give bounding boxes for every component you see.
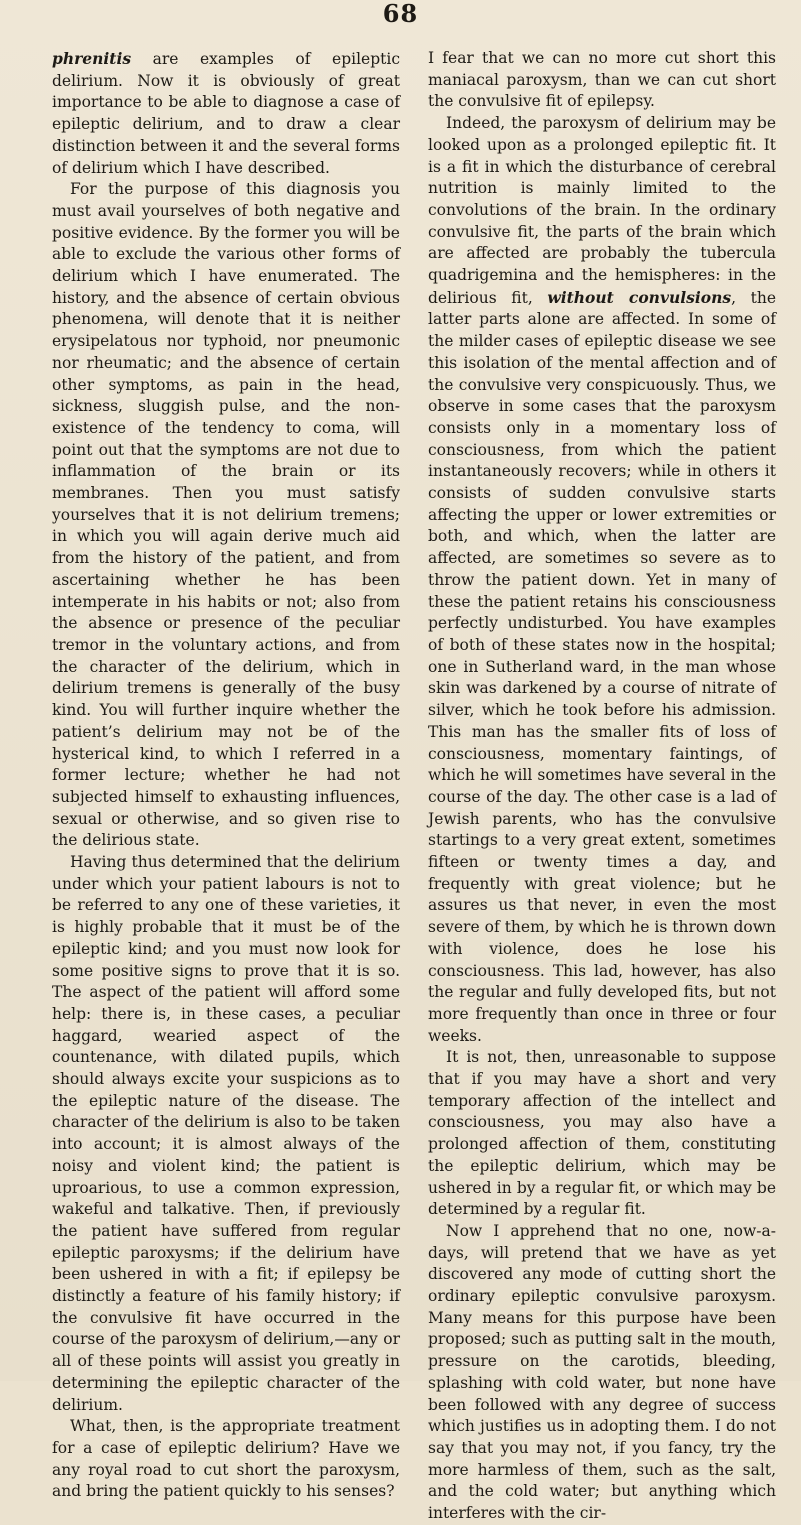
left-paragraph-1 bbox=[52, 48, 400, 179]
right-paragraph-2-text-b: , the latter parts alone are affected. In some of the milder cases of epileptic disease we see this isolation of the mental affection and of the convulsive very conspicuously. Thus, we observe in some cases that the paroxysm consists only in a momentary loss of consciousness, from which the patient instantaneously recovers; while in others it consists of sudden convulsive starts affecting the upper or lower extremities or both, and which, when the latter are affected, are sometimes so severe as to throw the patient down. Yet in many of these the patient retains his consciousness perfectly undisturbed. You have examples of both of these states now in the hospital; one in Sutherland ward, in the man whose skin was darkened by a course of nitrate of silver, which he took before his admission. This man has the smaller fits of loss of consciousness, momentary faintings, of which he will sometimes have several in the course of the day. The other case is a lad of Jewish parents, who has the convulsive startings to a very great extent, sometimes fifteen or twenty times a day, and frequently with great violence; but he assures us that never, in even the most severe of them, by which he is thrown down with violence, does he lose his consciousness. This lad, however, has also the regular and fully developed fits, but not more frequently than once in three or four weeks. bbox=[428, 288, 777, 1045]
term-without-convulsions: without convulsions bbox=[547, 287, 732, 307]
right-paragraph-2-text-a: Indeed, the paroxysm of delirium may be looked upon as a prolonged epileptic fit. It is a fit in which the disturbance of cerebral nutrition is mainly limited to the convolutions of the brain. In the ordinary convulsive fit, the parts of the brain which are affected are probably the tubercula quadrigemina and the hemispheres: in the delirious fit, bbox=[428, 114, 776, 307]
right-paragraph-4: Now I apprehend that no one, now-a-days, will pretend that we have as yet discovered any mode of cutting short the ordinary epileptic convulsive paroxysm. Many means for this purpose have been proposed; such as putting salt in the mouth, pressure on the carotids, bleeding, splashing with cold water, but none have been followed with any degree of success which justifies us in adopting them. I do not say that you may not, if you fancy, try the more harmless of them, such as the salt, and the cold water; but anything which interferes with the cir- bbox=[428, 1221, 776, 1523]
page-number: 68 bbox=[382, 0, 419, 28]
right-paragraph-3: It is not, then, unreasonable to suppose that if you may have a short and very temporary affection of the intellect and consciousness, you may also have a prolonged affection of them, constituting the epileptic delirium, which may be ushered in by a regular fit, or which may be determined by a regular fit. bbox=[428, 1048, 776, 1219]
right-paragraph-2 bbox=[428, 113, 776, 1047]
right-paragraph-1: I fear that we can no more cut short this maniacal paroxysm, than we can cut short the convulsive fit of epilepsy. bbox=[428, 49, 776, 111]
left-paragraph-2: For the purpose of this diagnosis you must avail yourselves of both negative and positive evidence. By the former you will be able to exclude the various other forms of delirium which I have enumerated. The history, and the absence of certain obvious phenomena, will denote that it is neither erysipelatous nor typhoid, nor pneumonic nor rheumatic; and the absence of certain other symptoms, as pain in the head, sickness, sluggish pulse, and the non-existence of the tendency to coma, will point out that the symptoms are not due to inflammation of the brain or its membranes. Then you must satisfy yourselves that it is not delirium tremens; in which you will again derive much aid from the history of the patient, and from ascertaining whether he has been intemperate in his habits or not; also from the absence or presence of the peculiar tremor in the voluntary actions, and from the character of the delirium, which in delirium tremens is generally of the busy kind. You will further inquire whether the patient’s delirium may not be of the hysterical kind, to which I referred in a former lecture; whether he had not subjected himself to exhausting influences, sexual or otherwise, and so given rise to the delirious state. bbox=[52, 180, 400, 850]
left-paragraph-1-text: are examples of epileptic delirium. Now it is obviously of great importance to be able to diagnose a case of epileptic delirium, and to draw a clear distinction between it and the several forms of delirium which I have described. bbox=[52, 50, 400, 177]
left-column bbox=[52, 48, 400, 1501]
right-column bbox=[428, 48, 777, 1523]
term-phrenitis: phrenitis bbox=[52, 49, 132, 68]
left-paragraph-4: What, then, is the appropriate treatment for a case of epileptic delirium? Have we any royal road to cut short the paroxysm, and bring the patient quickly to his senses? bbox=[52, 1417, 400, 1501]
left-paragraph-3: Having thus determined that the delirium under which your patient labours is not to be referred to any one of these varieties, it is highly probable that it must be of the epileptic kind; and you must now look for some positive signs to prove that it is so. The aspect of the patient will afford some help: there is, in these cases, a peculiar haggard, wearied aspect of the countenance, with dilated pupils, which should always excite your suspicions as to the epileptic nature of the disease. The character of the delirium is also to be taken into account; it is almost always of the noisy and violent kind; the patient is uproarious, to use a common expression, wakeful and talkative. Then, if previously the patient have suffered from regular epileptic paroxysms; if the delirium have been ushered in with a fit; if epilepsy be distinctly a feature of his family history; if the convulsive fit have occurred in the course of the paroxysm of delirium,—any or all of these points will assist you greatly in determining the epileptic character of the delirium. bbox=[52, 853, 400, 1414]
text-columns bbox=[52, 48, 777, 1523]
